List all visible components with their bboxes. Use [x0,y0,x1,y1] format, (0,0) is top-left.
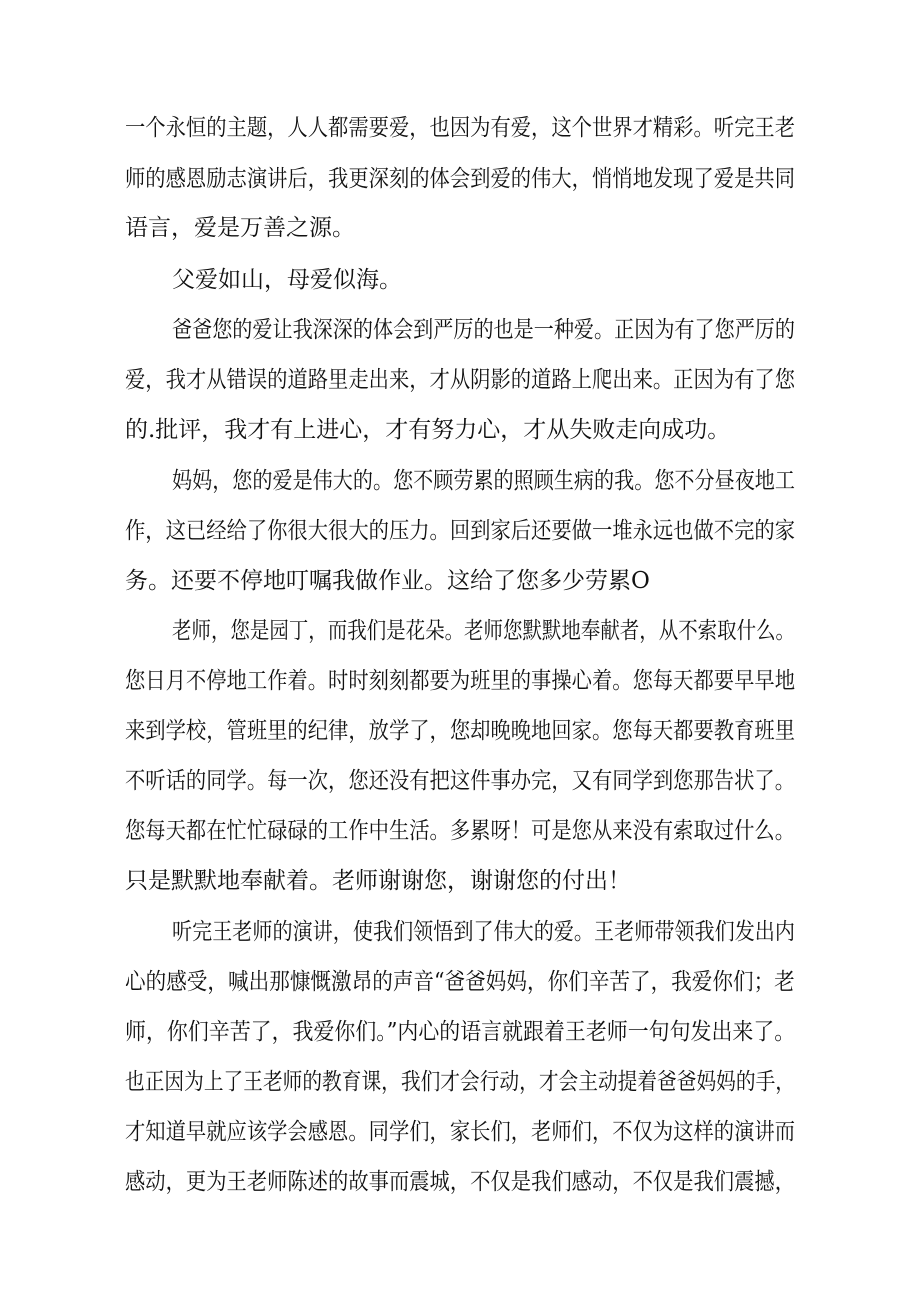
paragraph-line: 务。还要不停地叮嘱我做作业。这给了您多少劳累O [125,568,650,594]
paragraph-line: 才知道早就应该学会感恩。同学们，家长们，老师们，不仅为这样的演讲而 [125,1119,795,1145]
paragraph-line: 您每天都在忙忙碌碌的工作中生活。多累呀！可是您从来没有索取过什么。 [125,818,795,844]
paragraph-line: 来到学校，管班里的纪律，放学了，您却晚晚地回家。您每天都要教育班里 [125,718,795,744]
paragraph-line: 心的感受，喊出那慷慨激昂的声音“爸爸妈妈，你们辛苦了，我爱你们；老 [125,969,795,995]
paragraph-line: 也正因为上了王老师的教育课，我们才会行动，才会主动提着爸爸妈妈的手， [125,1069,795,1095]
paragraph-line: 不听话的同学。每一次，您还没有把这件事办完，又有同学到您那告状了。 [125,768,795,794]
paragraph-line: 听完王老师的演讲，使我们领悟到了伟大的爱。王老师带领我们发出内 [172,919,795,945]
paragraph-line: 老师，您是园丁，而我们是花朵。老师您默默地奉献者，从不索取什么。 [172,618,795,644]
paragraph-line: 您日月不停地工作着。时时刻刻都要为班里的事操心着。您每天都要早早地 [125,668,795,694]
paragraph-line: 妈妈，您的爱是伟大的。您不顾劳累的照顾生病的我。您不分昼夜地工 [172,468,795,494]
paragraph-line: 父爱如山，母爱似海。 [172,267,402,293]
paragraph-line: 一个永恒的主题，人人都需要爱，也因为有爱，这个世界才精彩。听完王老 [125,115,795,141]
paragraph-line: 语言，爱是万善之源。 [125,215,355,241]
paragraph-line: 的.批评，我才有上进心，才有努力心，才从失败走向成功。 [125,417,731,443]
paragraph-line: 感动，更为王老师陈述的故事而震城，不仅是我们感动，不仅是我们震撼， [125,1169,795,1195]
paragraph-line: 师，你们辛苦了，我爱你们。”内心的语言就跟着王老师一句句发出来了。 [125,1019,796,1045]
paragraph-line: 爸爸您的爱让我深深的体会到严厉的也是一种爱。正因为有了您严厉的 [172,317,795,343]
paragraph-line: 作，这已经给了你很大很大的压力。回到家后还要做一堆永远也做不完的家 [125,518,795,544]
paragraph-line: 爱，我才从错误的道路里走出来，才从阴影的道路上爬出来。正因为有了您 [125,367,795,393]
paragraph-line: 只是默默地奉献着。老师谢谢您，谢谢您的付出！ [125,868,631,894]
paragraph-line: 师的感恩励志演讲后，我更深刻的体会到爱的伟大，悄悄地发现了爱是共同 [125,166,795,192]
